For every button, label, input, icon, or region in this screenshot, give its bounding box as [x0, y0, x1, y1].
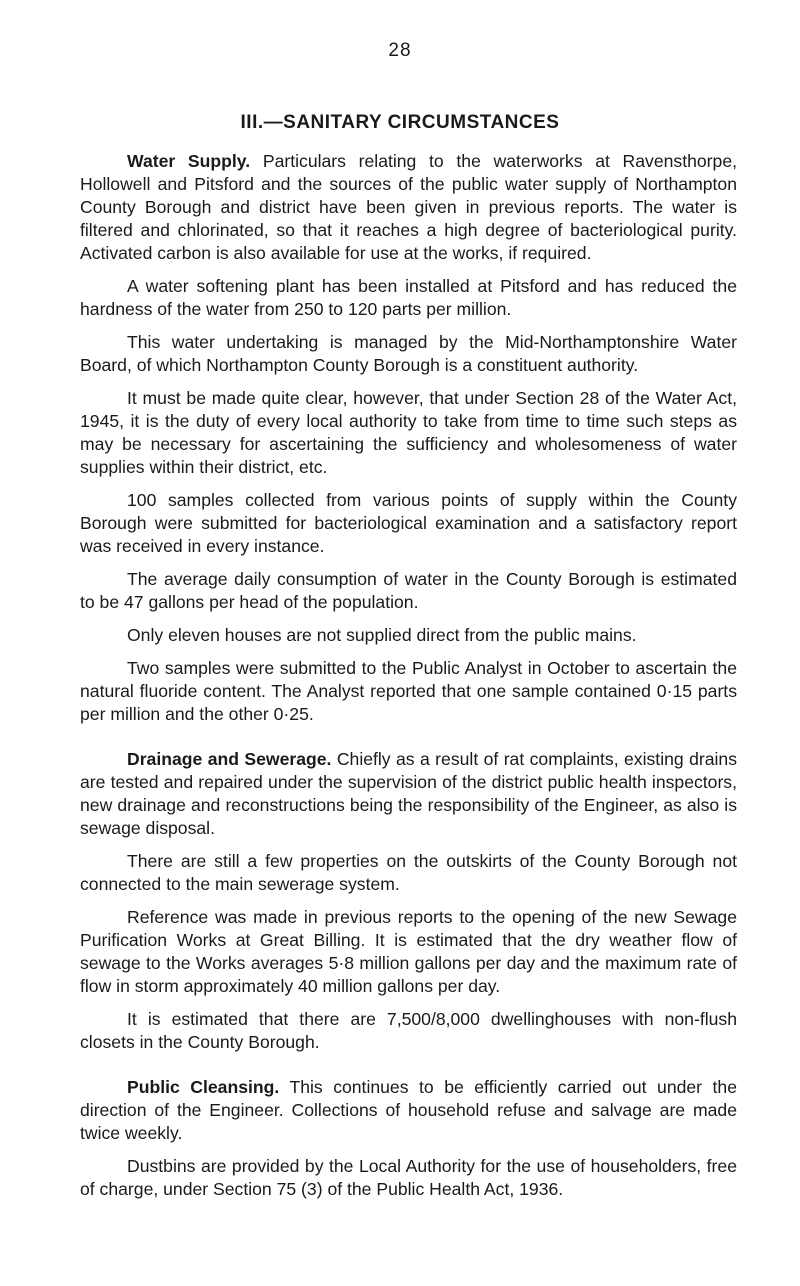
- paragraph: [80, 387, 737, 479]
- paragraph: [80, 1155, 737, 1201]
- paragraph-text: It must be made quite clear, however, that under Section 28 of the Water Act, 1945, it is the duty of every local authority to take from time to time such steps as may be necessary for ascertaining the sufficiency and wholesomeness of water supplies within their district, etc.: [80, 388, 737, 477]
- paragraph-text: This continues to be efficiently carried out under the direction of the Engineer. Collections of household refuse and salvage are made twice weekly.: [80, 1077, 737, 1143]
- paragraph-water-supply: [80, 150, 737, 265]
- paragraph-text: There are still a few properties on the outskirts of the County Borough not connected to the main sewerage system.: [80, 851, 737, 894]
- subheading-water-supply: Water Supply.: [127, 151, 251, 171]
- paragraph: [80, 1008, 737, 1054]
- paragraph-text: The average daily consumption of water in the County Borough is estimated to be 47 gallons per head of the population.: [80, 569, 737, 612]
- paragraph-text: 100 samples collected from various points of supply within the County Borough were submitted for bacteriological examination and a satisfactory report was received in every instance.: [80, 490, 737, 556]
- paragraph: [80, 850, 737, 896]
- paragraph-text: Only eleven houses are not supplied direct from the public mains.: [127, 625, 637, 645]
- paragraph: [80, 624, 737, 647]
- page-number: 28: [388, 40, 412, 61]
- paragraph-drainage: [80, 748, 737, 840]
- paragraph: [80, 657, 737, 726]
- paragraph: [80, 331, 737, 377]
- subheading-drainage: Drainage and Sewerage.: [127, 749, 332, 769]
- report-body: [80, 150, 737, 1211]
- paragraph-text: Particulars relating to the waterworks at Ravensthorpe, Hollowell and Pitsford and the sources of the public water supply of Northampton County Borough and district have been given in previous reports. The water is filtered and chlorinated, so that it reaches a high degree of bacteriological purity. Activated carbon is also available for use at the works, if required.: [80, 151, 737, 263]
- subheading-public-cleansing: Public Cleansing.: [127, 1077, 280, 1097]
- paragraph-text: Dustbins are provided by the Local Authority for the use of householders, free of charge, under Section 75 (3) of the Public Health Act, 1936.: [80, 1156, 737, 1199]
- paragraph-text: Chiefly as a result of rat complaints, existing drains are tested and repaired under the supervision of the district public health inspectors, new drainage and reconstructions being the responsibility of the Engineer, as also is sewage disposal.: [80, 749, 737, 838]
- paragraph-text: Reference was made in previous reports to the opening of the new Sewage Purification Works at Great Billing. It is estimated that the dry weather flow of sewage to the Works averages 5·8 million gallons per day and the maximum rate of flow in storm approximately 40 million gallons per day.: [80, 907, 737, 996]
- section-heading: III.—SANITARY CIRCUMSTANCES: [240, 112, 560, 133]
- paragraph-text: It is estimated that there are 7,500/8,000 dwellinghouses with non-flush closets in the County Borough.: [80, 1009, 737, 1052]
- paragraph-text: Two samples were submitted to the Public Analyst in October to ascertain the natural fluoride content. The Analyst reported that one sample contained 0·15 parts per million and the other 0·25.: [80, 658, 737, 724]
- paragraph: [80, 275, 737, 321]
- paragraph: [80, 906, 737, 998]
- paragraph: [80, 489, 737, 558]
- paragraph-text: A water softening plant has been installed at Pitsford and has reduced the hardness of the water from 250 to 120 parts per million.: [80, 276, 737, 319]
- paragraph-text: This water undertaking is managed by the Mid-Northamptonshire Water Board, of which Northampton County Borough is a constituent authority.: [80, 332, 737, 375]
- paragraph: [80, 568, 737, 614]
- paragraph-public-cleansing: [80, 1076, 737, 1145]
